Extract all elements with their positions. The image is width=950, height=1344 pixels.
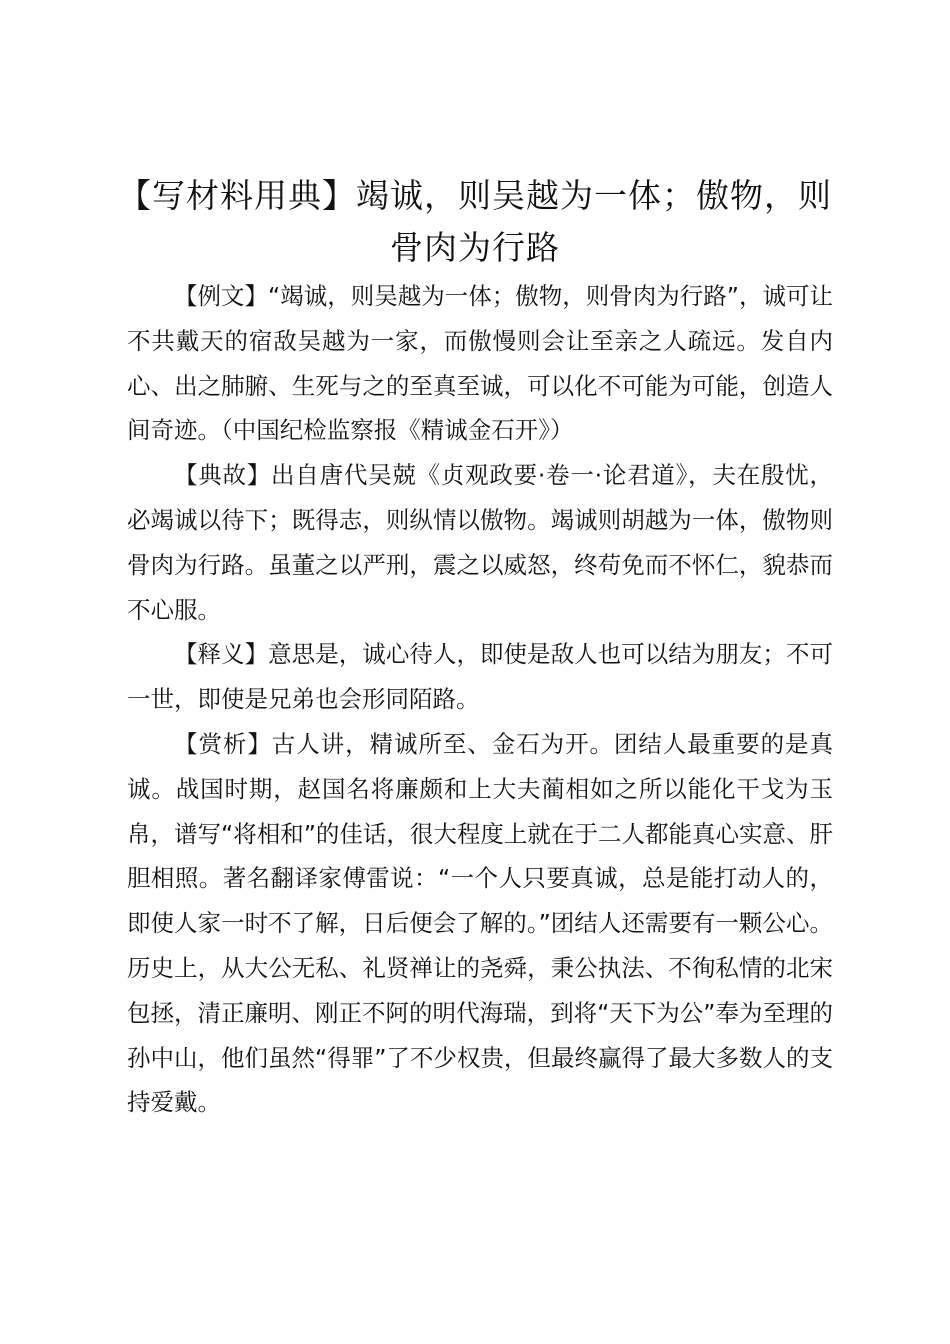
- paragraph-allusion: 【典故】出自唐代吴兢《贞观政要·卷一·论君道》，夫在殷忧，必竭诚以待下；既得志，则纵情以傲物。竭诚则胡越为一体，傲物则骨肉为行路。虽董之以严刑，震之以威怒，终苟免而不怀仁，貌恭而不心服。: [127, 461, 833, 624]
- paragraph-appreciation: 【赏析】古人讲，精诚所至、金石为开。团结人最重要的是真诚。战国时期，赵国名将廉颇和上大夫蔺相如之所以能化干戈为玉帛，谱写“将相和”的佳话，很大程度上就在于二人都能真心实意、肝胆相照。著名翻译家傅雷说：“一个人只要真诚，总是能打动人的，即使人家一时不了解，日后便会了解的。”团结人还需要有一颗公心。历史上，从大公无私、礼贤禅让的尧舜，秉公执法、不徇私情的北宋包拯，清正廉明、刚正不阿的明代海瑞，到将“天下为公”奉为至理的孙中山，他们虽然“得罪”了不少权贵，但最终赢得了最大多数人的支持爱戴。: [127, 729, 833, 1117]
- document-body: [127, 274, 833, 1125]
- paragraph-example: 【例文】“竭诚，则吴越为一体；傲物，则骨肉为行路”，诚可让不共戴天的宿敌吴越为一家，而傲慢则会让至亲之人疏远。发自内心、出之肺腑、生死与之的至真至诚，可以化不可能为可能，创造人间奇迹。（中国纪检监察报《精诚金石开》）: [127, 282, 833, 445]
- paragraph-meaning: 【释义】意思是，诚心待人，即使是敌人也可以结为朋友；不可一世，即使是兄弟也会形同陌路。: [127, 640, 833, 714]
- document-title: 【写材料用典】竭诚，则吴越为一体；傲物，则骨肉为行路: [118, 176, 832, 267]
